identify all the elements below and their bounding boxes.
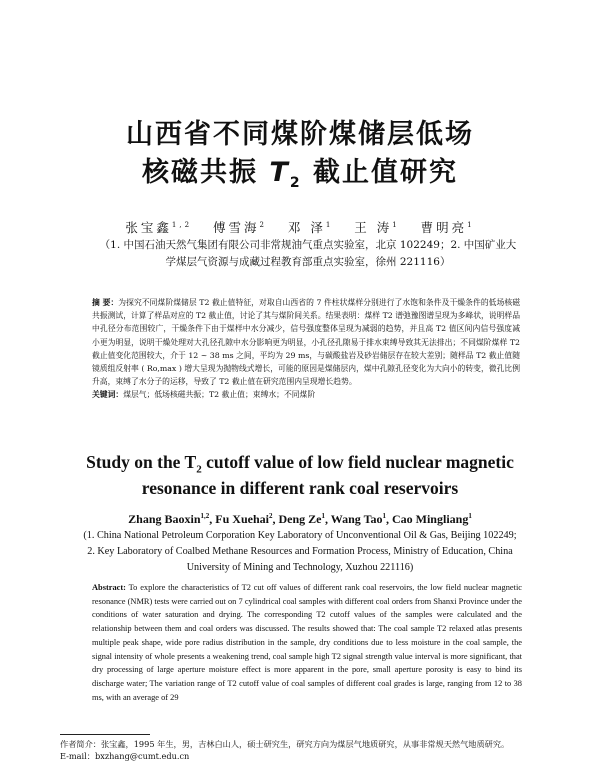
footnote-divider: [60, 734, 150, 735]
en-affiliation-line: (1. China National Petroleum Corporation Key Laboratory of Unconventional Oil & Gas, Beijing 102249;: [83, 530, 517, 541]
en-affiliation-line: University of Mining and Technology, Xuzhou 221116): [186, 562, 414, 573]
cn-affiliation-line: 学煤层气资源与成藏过程教育部重点实验室，徐州 221116）: [165, 256, 451, 268]
footnote-author-bio: 作者简介：张宝鑫，1995 年生，男，吉林白山人，硕士研究生，研究方向为煤层气地质研究，从事非常规天然气地质研究。: [60, 739, 510, 749]
cn-title-sub: 2: [289, 175, 302, 191]
en-author: Deng Ze$^1$: [278, 512, 325, 526]
footnote-email[interactable]: E-mail：bxzhang@cumt.edu.cn: [60, 751, 190, 761]
cn-title-t: T: [269, 157, 290, 188]
cn-abstract-label: 摘 要：: [92, 298, 119, 307]
en-author: Zhang Baoxin$^{1,2}$: [128, 512, 210, 526]
en-title-line1: Study on the $T_2$ cutoff value of low field nuclear magnetic: [86, 452, 514, 476]
cn-title-line2: [0, 150, 600, 191]
en-title-sub: 2: [196, 463, 202, 476]
cn-title-line2-pre: 核磁共振: [142, 157, 270, 188]
en-affiliation-line: 2. Key Laboratory of Coalbed Methane Resources and Formation Process, Ministry of Education, China: [87, 546, 513, 557]
en-abstract: [92, 581, 522, 704]
cn-keywords-text: 煤层气；低场核磁共振；T2 截止值；束缚水；不同煤阶: [123, 390, 316, 400]
cn-abstract: [92, 296, 520, 402]
cn-title-line1: 山西省不同煤阶煤储层低场: [126, 119, 474, 150]
en-affiliation: [52, 528, 548, 576]
cn-author: 傅雪海$^2$: [212, 220, 267, 235]
en-abstract-label: Abstract:: [92, 583, 126, 592]
cn-keywords: [92, 388, 520, 401]
en-authors: Zhang Baoxin$^{1,2}$, Fu Xuehai$^2$, Deng Ze$^1$, Wang Tao$^1$, Cao Mingliang$^1$: [128, 512, 472, 526]
cn-affiliation: [58, 237, 558, 271]
cn-author: 曹明亮$^1$: [420, 220, 475, 235]
en-abstract-text: To explore the characteristics of T2 cut off values of different rank coal reservoirs, the low field nuclear magnetic resonance (NMR) tests were carried out on 7 cylindrical coal samples with different coal orders from Shanxi Province under the conditions of water saturation and drying. The corresponding T2 cutoff values of the samples were calculated and the relationship between them and coal orders was discussed. The results showed that: The coal sample T2 relaxed atlas presents multiple peak shape, wide pore radius distribution in the sample, dry conditions due to less moisture in the coal sample, the signal intensity of whole presents a weakening trend, coal sample high T2 signal strength value interval is more significant, that dry processing of large aperture moisture effect is more apparent in the pore, small aperture porosity is easy to bind its discharge water; The variation range of T2 cutoff value of coal samples of different coal grades is large, ranging from 12 to 38 ms, with an average of 29: [92, 583, 522, 702]
cn-author: 邓 泽$^1$: [287, 220, 334, 235]
en-title-line2: resonance in different rank coal reservoirs: [141, 478, 459, 498]
footnote: [60, 738, 550, 762]
cn-author: 王 涛$^1$: [354, 220, 400, 235]
cn-abstract-text: 为探究不同煤阶煤储层 T2 截止值特征，对取自山西省的 7 件柱状煤样分别进行了水饱和条件及干燥条件的低场核磁共振测试，计算了样品对应的 T2 截止值，讨论了其与煤阶间关系。结果表明：煤样 T2 谱弛豫图谱呈现为多峰状，说明样品中孔径分布范围较广，干燥条件下由于煤样中水分减少，信号强度整体呈现为减弱的趋势，并且高 T2 值区间内信号强度减小更为明显，说明干燥处理对大孔径孔隙中水分影响更为明显，小孔径孔隙易于排水束缚导致其无法排出；不同煤阶煤样 T2 截止值变化范围较大，介于 12 ~ 38 ms 之间，平均为 29 ms，与碳酸盐岩及砂岩储层存在较大差别；随样品 T2 截止值随镜质组反射率 ( Ro,max ) 增大呈现为抛物线式增长，可能的原因是煤储层内，煤中孔隙孔径变化为大向小的转变，微孔比例升高，束缚了水分子的运移，导致了 T2 截止值在研究范围内呈现增长趋势。: [92, 298, 520, 387]
cn-keywords-label: 关键词：: [92, 390, 124, 400]
cn-affiliation-line: （1. 中国石油天然气集团有限公司非常规油气重点实验室，北京 102249；2. 中国矿业大: [99, 239, 517, 251]
en-author: Wang Tao$^1$: [330, 512, 386, 526]
en-author: Fu Xuehai$^2$: [215, 512, 273, 526]
cn-title-line2-post: 截止值研究: [301, 157, 458, 188]
cn-author: 张宝鑫$^{1,2}$: [125, 220, 193, 235]
cn-authors: [0, 218, 600, 236]
en-author: Cao Mingliang$^1$: [391, 512, 472, 526]
